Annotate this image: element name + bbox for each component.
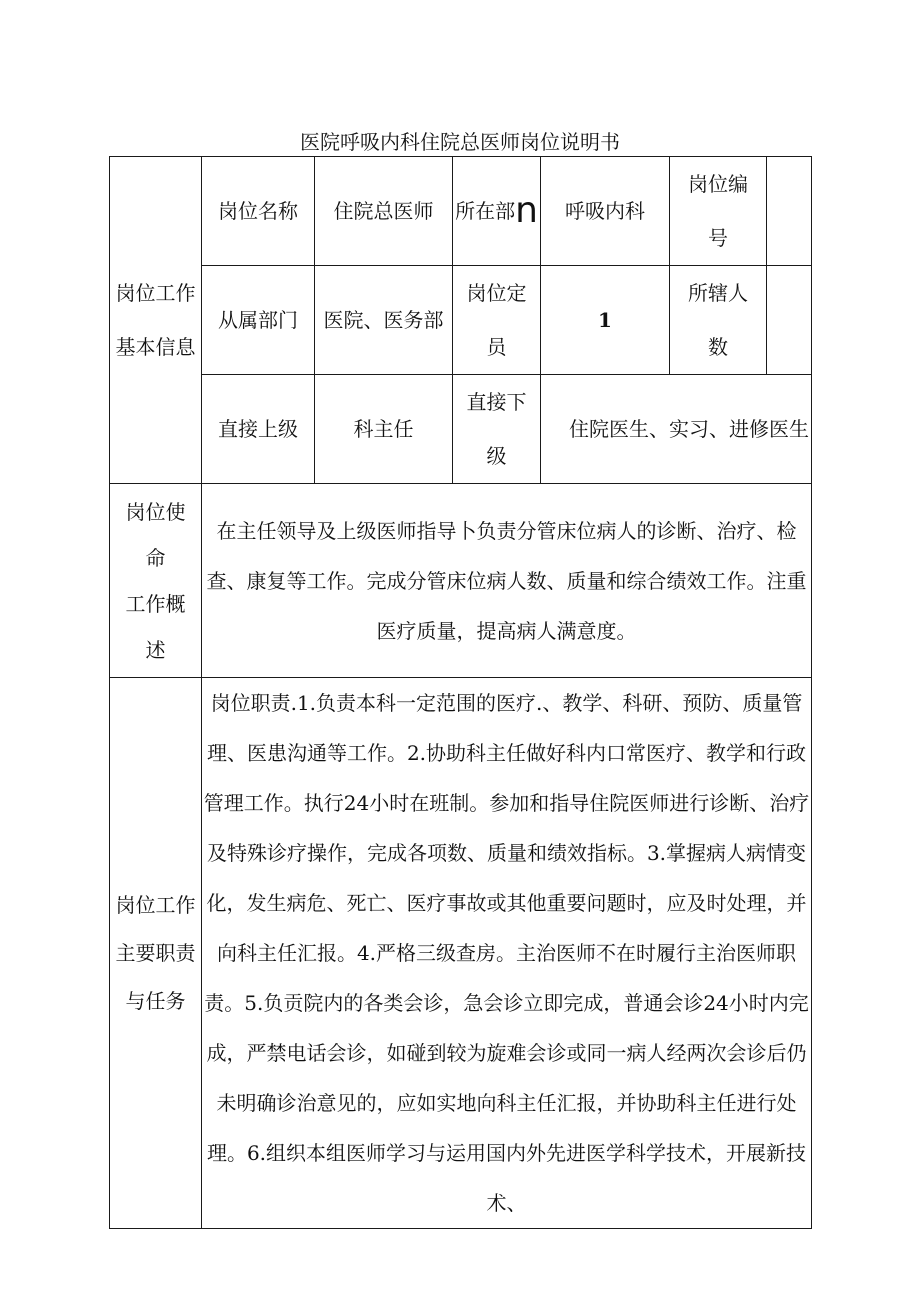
mission-label-line3: 工作概 xyxy=(125,591,186,616)
duties-label-line3: 与任务 xyxy=(125,989,186,1013)
job-description-form xyxy=(109,156,812,1229)
superior-label: 直接上级 xyxy=(202,375,315,484)
headcount-label-line2: 员 xyxy=(486,335,507,359)
subordinates-label xyxy=(670,266,767,375)
department-label xyxy=(453,157,541,266)
direct-reports-value: 住院医生、实习、进修医生 xyxy=(541,375,812,484)
basic-info-label-line1: 岗位工作 xyxy=(115,281,196,305)
position-code-label-line1: 岗位编 xyxy=(688,172,748,196)
duties-label-line1: 岗位工作 xyxy=(115,893,196,917)
affiliation-label: 从属部门 xyxy=(202,266,315,375)
mission-label-line1: 岗位使 xyxy=(125,499,186,524)
superior-value: 科主任 xyxy=(315,375,453,484)
mission-row xyxy=(110,484,812,678)
basic-info-section-label xyxy=(110,157,202,484)
position-code-label-line2: 号 xyxy=(708,226,728,250)
affiliation-value: 医院、医务部 xyxy=(315,266,453,375)
position-name-label: 岗位名称 xyxy=(202,157,315,266)
department-value: 呼吸内科 xyxy=(541,157,670,266)
department-label-text: 所在部 xyxy=(455,199,516,223)
headcount-label xyxy=(453,266,541,375)
mission-label-line2: 命 xyxy=(145,545,166,570)
mission-label-line4: 述 xyxy=(145,637,166,662)
subordinates-label-line1: 所辖人 xyxy=(688,281,748,305)
headcount-label-line1: 岗位定 xyxy=(466,281,527,305)
basic-info-row-1 xyxy=(110,157,812,266)
department-label-glyph: n xyxy=(515,190,538,231)
basic-info-row-3 xyxy=(110,375,812,484)
direct-reports-label-line1: 直接下 xyxy=(466,390,527,414)
duties-label xyxy=(110,678,202,1229)
duties-text: 岗位职责.1.负责本科一定范围的医疗.、教学、科研、预防、质量管理、医患沟通等工作。2.协助科主任做好科内口常医疗、教学和行政管理工作。执行24小时在班制。参加和指导住院医师进行诊断、治疗及特殊诊疗操作，完成各项数、质量和绩效指标。3.掌握病人病情变化，发生病危、死亡、医疗事故或其他重要问题时，应及时处理，并向科主任汇报。4.严格三级查房。主治医师不在时履行主治医师职责。5.负贡院内的各类会诊，急会诊立即完成，普通会诊24小时内完成，严禁电话会诊，如碰到较为旋难会诊或同一病人经两次会诊后仍未明确诊治意见的，应如实地向科主任汇报，并协助科主任进行处理。6.组织本组医师学习与运用国内外先进医学科学技术，开展新技术、 xyxy=(202,678,812,1229)
direct-reports-label xyxy=(453,375,541,484)
basic-info-row-2 xyxy=(110,266,812,375)
position-name-value: 住院总医师 xyxy=(315,157,453,266)
direct-reports-label-line2: 级 xyxy=(486,444,507,468)
basic-info-label-line2: 基本信息 xyxy=(115,335,196,359)
page-title: 医院呼吸内科住院总医师岗位说明书 xyxy=(300,130,620,154)
subordinates-label-line2: 数 xyxy=(708,335,728,359)
subordinates-value xyxy=(767,266,812,375)
duties-label-line2: 主要职责 xyxy=(115,941,196,965)
position-code-value xyxy=(767,157,812,266)
position-code-label xyxy=(670,157,767,266)
duties-row xyxy=(110,678,812,1229)
mission-text: 在主任领导及上级医师指导卜负责分管床位病人的诊断、治疗、检查、康复等工作。完成分管床位病人数、质量和综合绩效工作。注重医疗质量，提高病人满意度。 xyxy=(202,484,812,678)
mission-label xyxy=(110,484,202,678)
headcount-value: 1 xyxy=(541,266,670,375)
